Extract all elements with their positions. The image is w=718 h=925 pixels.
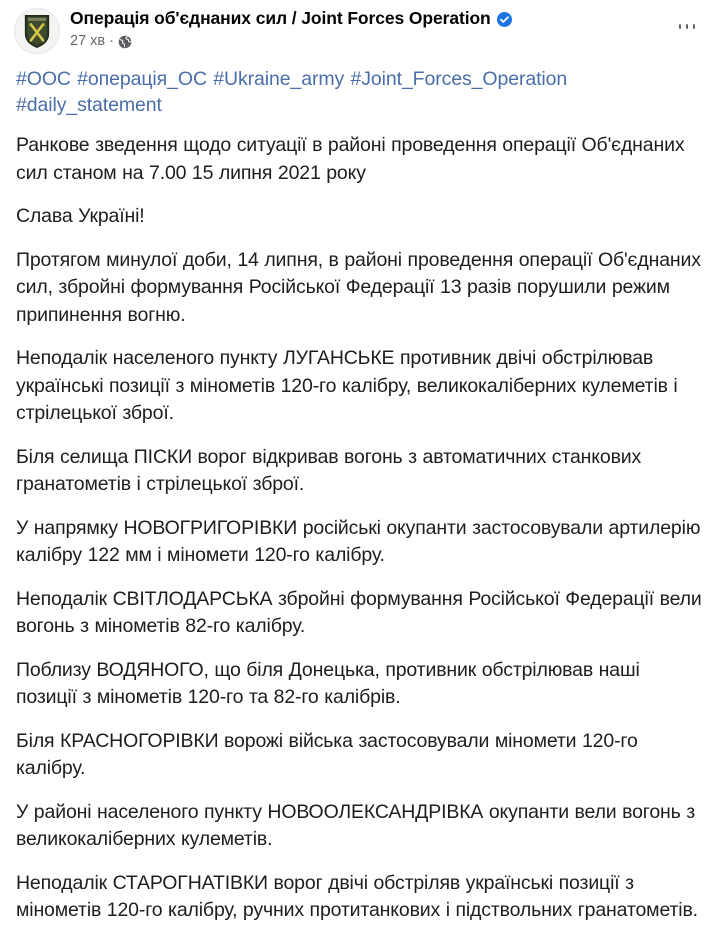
post-meta <box>70 32 512 50</box>
meta-separator: · <box>109 33 114 49</box>
ellipsis-icon-dot <box>679 24 681 29</box>
page-name[interactable]: Операція об'єднаних сил / Joint Forces Operation <box>70 8 491 28</box>
post-paragraph: Біля селища ПІСКИ ворог відкривав вогонь з автоматичних станкових гранатометів і стрілецької зброї. <box>16 445 642 495</box>
post-options-button[interactable] <box>670 12 704 40</box>
post-paragraph: У напрямку НОВОГРИГОРІВКИ російські окупанти застосовували артилерію калібру 122 мм і міномети 120-го калібру. <box>16 516 701 566</box>
page-name-row <box>70 8 512 29</box>
post-body <box>0 66 718 925</box>
post-paragraph: Неподалік СВІТЛОДАРСЬКА збройні формування Російської Федерації вели вогонь з мінометів 82-го калібру. <box>16 587 702 637</box>
post-header-text <box>70 7 512 50</box>
globe-icon[interactable] <box>118 35 132 49</box>
post-paragraph: Неподалік населеного пункту ЛУГАНСЬКЕ противник двічі обстрілював українські позиції з мінометів 120-го калібру, великокаліберних кулеметів і стрілецької зброї. <box>16 347 678 424</box>
post-header <box>0 0 718 58</box>
ellipsis-icon-dot <box>686 24 688 29</box>
post-paragraph: У районі населеного пункту НОВООЛЕКСАНДРІВКА окупанти вели вогонь з великокаліберних кулеметів. <box>16 800 696 850</box>
joint-forces-operation-emblem-icon <box>15 9 59 53</box>
post-paragraph: Поблизу ВОДЯНОГО, що біля Донецька, противник обстрілював наші позиції з мінометів 120-го та 82-го калібрів. <box>16 658 640 708</box>
avatar[interactable] <box>14 8 60 54</box>
verified-badge-icon <box>497 12 512 27</box>
post-paragraph: Слава Україні! <box>16 205 145 227</box>
post-paragraph: Протягом минулої доби, 14 липня, в районі проведення операції Об'єднаних сил, збройні формування Російської Федерації 13 разів порушили режим припинення вогню. <box>16 248 701 326</box>
post-paragraph: Ранкове зведення щодо ситуації в районі проведення операції Об'єднаних сил станом на 7.00 15 липня 2021 року <box>16 134 685 184</box>
post-timestamp[interactable]: 27 хв <box>70 33 106 49</box>
ellipsis-icon-dot <box>693 24 695 29</box>
post-paragraph: Неподалік СТАРОГНАТІВКИ ворог двічі обстріляв українські позиції з мінометів 120-го калібру, ручних протитанкових і підствольних гранатометів. <box>16 871 698 921</box>
post-hashtags[interactable]: #ООС #операція_ОС #Ukraine_army #Joint_Forces_Operation #daily_statement <box>16 68 568 116</box>
post-paragraph: Біля КРАСНОГОРІВКИ ворожі війська застосовували міномети 120-го калібру. <box>16 729 638 779</box>
